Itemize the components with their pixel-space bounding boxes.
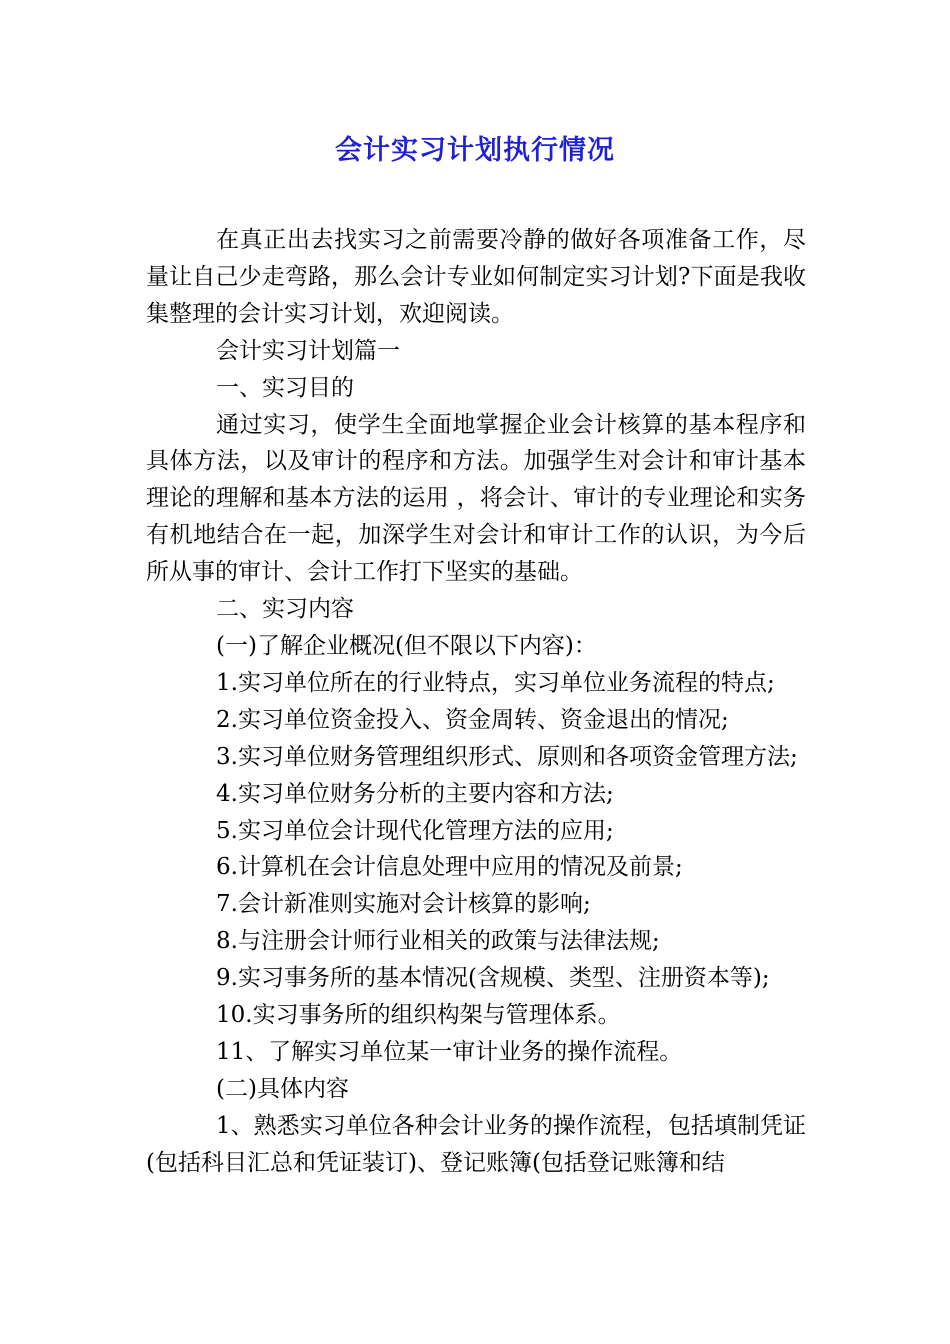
list-item: 4.实习单位财务分析的主要内容和方法; xyxy=(216,780,614,807)
document-body xyxy=(146,222,806,1182)
paragraph-subheading-overview: (一)了解企业概况(但不限以下内容)： xyxy=(216,632,597,659)
document-title: 会计实习计划执行情况 xyxy=(335,135,615,166)
paragraph-heading-purpose: 一、实习目的 xyxy=(216,374,354,401)
list-item: 9.实习事务所的基本情况(含规模、类型、注册资本等); xyxy=(216,965,770,992)
paragraph-heading-content: 二、实习内容 xyxy=(216,596,354,623)
paragraph-subheading-details: (二)具体内容 xyxy=(216,1075,349,1102)
list-item: 1、熟悉实习单位各种会计业务的操作流程，包括填制凭证(包括科目汇总和凭证装订)、登记账簿(包括登记账簿和结 xyxy=(146,1112,806,1176)
paragraph-section-heading: 会计实习计划篇一 xyxy=(216,337,400,364)
list-item: 7.会计新准则实施对会计核算的影响; xyxy=(216,891,591,918)
list-item: 3.实习单位财务管理组织形式、原则和各项资金管理方法; xyxy=(216,743,798,770)
list-item: 11、了解实习单位某一审计业务的操作流程。 xyxy=(216,1038,683,1065)
paragraph-purpose: 通过实习，使学生全面地掌握企业会计核算的基本程序和具体方法，以及审计的程序和方法。加强学生对会计和审计基本理论的理解和基本方法的运用 ，将会计、审计的专业理论和实务有机地结合在一起，加深学生对会计和审计工作的认识，为今后所从事的审计、会计工作打下坚实的基础。 xyxy=(146,411,806,586)
list-item: 5.实习单位会计现代化管理方法的应用; xyxy=(216,817,614,844)
paragraph-intro: 在真正出去找实习之前需要冷静的做好各项准备工作，尽量让自己少走弯路，那么会计专业如何制定实习计划?下面是我收集整理的会计实习计划，欢迎阅读。 xyxy=(146,227,806,327)
list-item: 8.与注册会计师行业相关的政策与法律法规; xyxy=(216,928,660,955)
list-item: 2.实习单位资金投入、资金周转、资金退出的情况; xyxy=(216,706,729,733)
list-item: 1.实习单位所在的行业特点，实习单位业务流程的特点; xyxy=(216,669,775,696)
list-item: 10.实习事务所的组织构架与管理体系。 xyxy=(216,1002,621,1029)
list-item: 6.计算机在会计信息处理中应用的情况及前景; xyxy=(216,854,683,881)
